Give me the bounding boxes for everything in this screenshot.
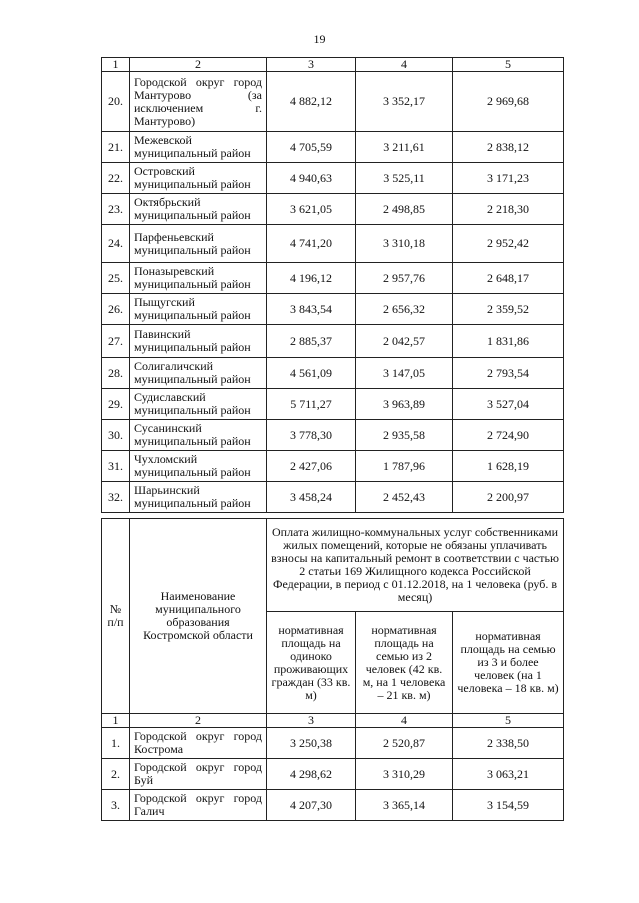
row-number: 26. (102, 294, 130, 325)
table-row (102, 132, 564, 163)
colnum: 3 (267, 58, 356, 72)
value-single: 4 705,59 (267, 132, 356, 163)
row-number: 32. (102, 482, 130, 513)
value-family-3: 2 952,42 (453, 225, 564, 263)
value-family-2: 2 935,58 (356, 420, 453, 451)
table-row (102, 163, 564, 194)
colnum: 2 (130, 714, 267, 728)
column-number-row (102, 714, 564, 728)
value-single: 2 885,37 (267, 325, 356, 358)
value-single: 4 561,09 (267, 358, 356, 389)
colnum: 2 (130, 58, 267, 72)
row-number: 20. (102, 72, 130, 132)
municipality-name: Межевской муниципальный район (130, 132, 267, 163)
page-number: 19 (313, 32, 326, 46)
municipality-name: Павинский муниципальный район (130, 325, 267, 358)
row-number: 29. (102, 389, 130, 420)
colnum: 4 (356, 714, 453, 728)
value-family-3: 2 969,68 (453, 72, 564, 132)
row-number: 23. (102, 194, 130, 225)
row-number: 30. (102, 420, 130, 451)
value-family-2: 3 525,11 (356, 163, 453, 194)
value-family-2: 1 787,96 (356, 451, 453, 482)
header-family-3: нормативная площадь на семью из 3 и более человек (на 1 человека – 18 кв. м) (453, 612, 564, 714)
row-number: 25. (102, 263, 130, 294)
value-family-2: 2 520,87 (356, 728, 453, 759)
table-row (102, 194, 564, 225)
value-family-3: 3 527,04 (453, 389, 564, 420)
colnum: 5 (453, 58, 564, 72)
value-family-3: 1 831,86 (453, 325, 564, 358)
header-number: № п/п (102, 519, 130, 714)
value-family-3: 3 171,23 (453, 163, 564, 194)
colnum: 4 (356, 58, 453, 72)
table-payment-rates (101, 518, 564, 821)
table-row (102, 482, 564, 513)
value-family-3: 3 154,59 (453, 790, 564, 821)
value-family-2: 3 352,17 (356, 72, 453, 132)
value-family-2: 2 656,32 (356, 294, 453, 325)
value-family-2: 3 963,89 (356, 389, 453, 420)
value-family-3: 2 838,12 (453, 132, 564, 163)
column-number-row (102, 58, 564, 72)
value-family-2: 2 452,43 (356, 482, 453, 513)
value-family-3: 2 724,90 (453, 420, 564, 451)
table-row (102, 420, 564, 451)
value-family-3: 2 200,97 (453, 482, 564, 513)
value-family-2: 3 211,61 (356, 132, 453, 163)
table-row (102, 358, 564, 389)
value-family-2: 3 310,18 (356, 225, 453, 263)
value-family-2: 3 365,14 (356, 790, 453, 821)
table-row (102, 263, 564, 294)
header-municipality: Наименование муниципального образования Костромской области (130, 519, 267, 714)
municipality-name: Чухломский муниципальный район (130, 451, 267, 482)
value-single: 3 250,38 (267, 728, 356, 759)
value-single: 4 741,20 (267, 225, 356, 263)
header-single: нормативная площадь на одиноко проживающих граждан (33 кв. м) (267, 612, 356, 714)
row-number: 22. (102, 163, 130, 194)
municipality-name: Городской округ город Буй (130, 759, 267, 790)
municipality-name: Пыщугский муниципальный район (130, 294, 267, 325)
row-number: 3. (102, 790, 130, 821)
row-number: 31. (102, 451, 130, 482)
value-family-3: 2 648,17 (453, 263, 564, 294)
table-row (102, 325, 564, 358)
table-row (102, 790, 564, 821)
row-number: 21. (102, 132, 130, 163)
table-regions-continued (101, 57, 564, 513)
header-payment-group: Оплата жилищно-коммунальных услуг собственниками жилых помещений, которые не обязаны уплачивать взносы на капитальный ремонт в соответствии с частью 2 статьи 169 Жилищного кодекса Российской Федерации, в период с 01.12.2018, на 1 человека (руб. в месяц) (267, 519, 564, 612)
value-family-2: 2 042,57 (356, 325, 453, 358)
value-family-2: 2 957,76 (356, 263, 453, 294)
row-number: 24. (102, 225, 130, 263)
value-family-3: 2 338,50 (453, 728, 564, 759)
table-row (102, 225, 564, 263)
header-family-2: нормативная площадь на семью из 2 человек (42 кв. м, на 1 человека – 21 кв. м) (356, 612, 453, 714)
value-single: 4 207,30 (267, 790, 356, 821)
table-row (102, 72, 564, 132)
value-family-2: 2 498,85 (356, 194, 453, 225)
row-number: 2. (102, 759, 130, 790)
row-number: 27. (102, 325, 130, 358)
municipality-name: Парфеньевский муниципальный район (130, 225, 267, 263)
value-single: 4 940,63 (267, 163, 356, 194)
municipality-name: Шарьинский муниципальный район (130, 482, 267, 513)
value-family-3: 2 359,52 (453, 294, 564, 325)
table-row (102, 294, 564, 325)
table-row (102, 389, 564, 420)
municipality-name: Городской округ город Галич (130, 790, 267, 821)
value-single: 3 621,05 (267, 194, 356, 225)
value-single: 4 196,12 (267, 263, 356, 294)
colnum: 1 (102, 714, 130, 728)
colnum: 1 (102, 58, 130, 72)
value-family-3: 1 628,19 (453, 451, 564, 482)
municipality-name: Судиславский муниципальный район (130, 389, 267, 420)
municipality-name: Островский муниципальный район (130, 163, 267, 194)
value-single: 4 298,62 (267, 759, 356, 790)
value-single: 4 882,12 (267, 72, 356, 132)
value-single: 5 711,27 (267, 389, 356, 420)
municipality-name: Октябрьский муниципальный район (130, 194, 267, 225)
municipality-name: Сусанинский муниципальный район (130, 420, 267, 451)
value-family-3: 2 218,30 (453, 194, 564, 225)
table-row (102, 759, 564, 790)
value-family-3: 3 063,21 (453, 759, 564, 790)
value-single: 3 458,24 (267, 482, 356, 513)
value-single: 2 427,06 (267, 451, 356, 482)
municipality-name: Солигаличский муниципальный район (130, 358, 267, 389)
value-family-2: 3 310,29 (356, 759, 453, 790)
value-family-3: 2 793,54 (453, 358, 564, 389)
colnum: 5 (453, 714, 564, 728)
value-family-2: 3 147,05 (356, 358, 453, 389)
value-single: 3 778,30 (267, 420, 356, 451)
row-number: 1. (102, 728, 130, 759)
header-row (102, 519, 564, 612)
municipality-name: Городской округ город Мантурово (за исключением г. Мантурово) (130, 72, 267, 132)
table-row (102, 451, 564, 482)
municipality-name: Городской округ город Кострома (130, 728, 267, 759)
table-row (102, 728, 564, 759)
row-number: 28. (102, 358, 130, 389)
colnum: 3 (267, 714, 356, 728)
value-single: 3 843,54 (267, 294, 356, 325)
municipality-name: Поназыревский муниципальный район (130, 263, 267, 294)
